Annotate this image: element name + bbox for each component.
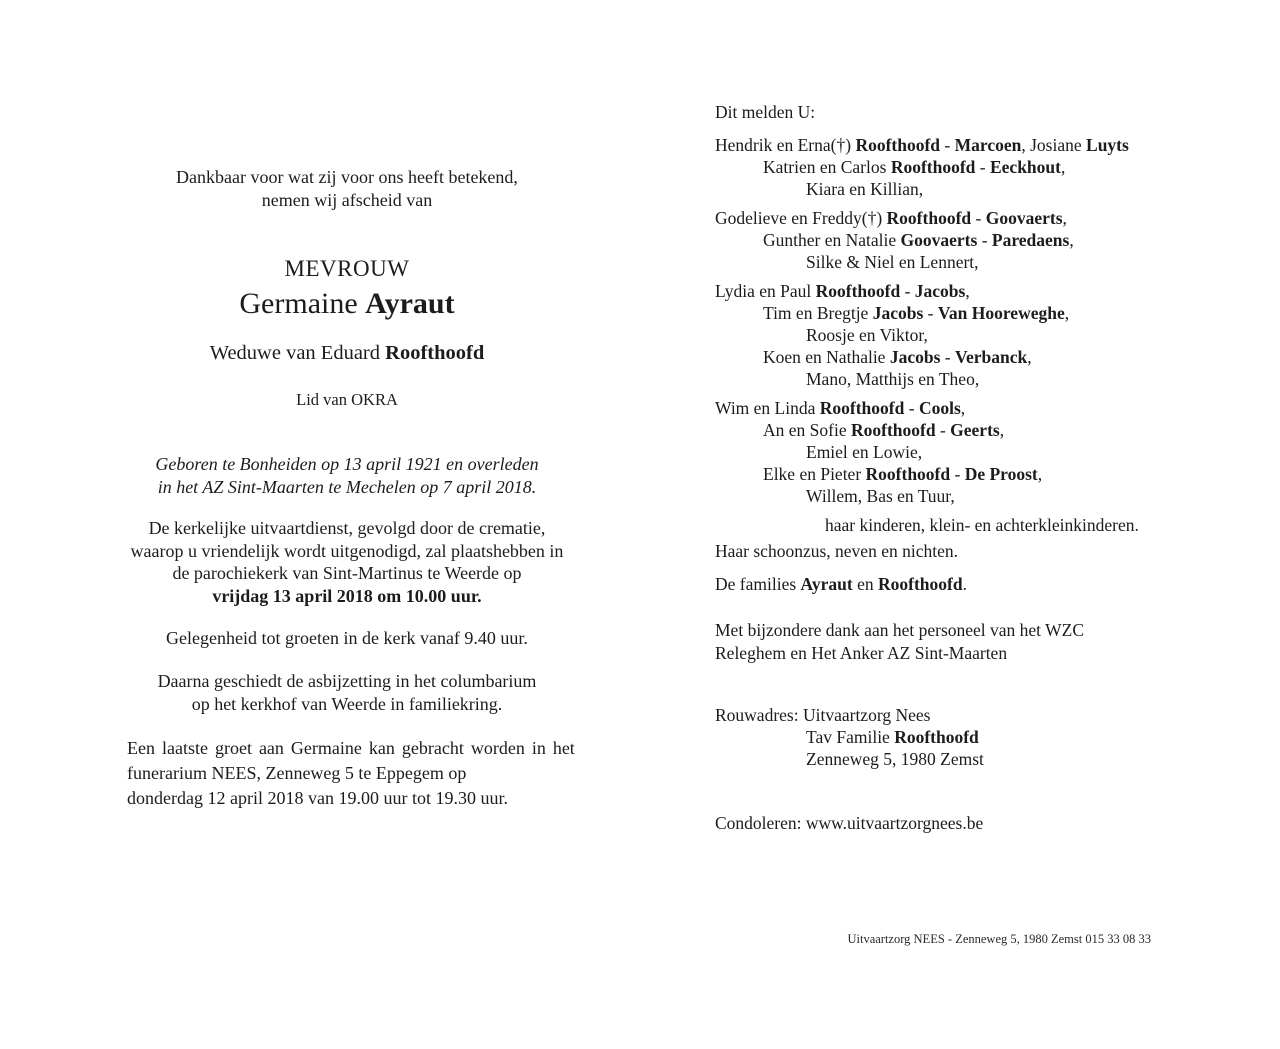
mourning-address-line [715, 704, 984, 726]
surname-bold-text: Ayraut [365, 287, 455, 320]
plain-text: haar kinderen, klein- en achterkleinkinderen. [825, 515, 1139, 535]
family-line [715, 485, 1139, 507]
family-line [715, 514, 1139, 536]
surname-bold-text: Roofthoofd [819, 398, 905, 418]
surname-bold-text: Roofthoofd [385, 342, 485, 364]
plain-text: , [960, 398, 966, 418]
surname-bold-text: Marcoen [954, 135, 1022, 155]
plain-text: Zenneweg 5, 1980 Zemst [806, 749, 984, 769]
family-group [715, 280, 1139, 390]
surname-bold-text: Eeckhout [989, 157, 1061, 177]
family-group [715, 397, 1139, 507]
surname-bold-text: Luyts [1086, 135, 1129, 155]
surname-bold-text: Roofthoofd [815, 281, 901, 301]
plain-text: - [950, 464, 965, 484]
surname-bold-text: Roofthoofd [886, 208, 972, 228]
surname-bold-text: Goovaerts [900, 230, 978, 250]
family-group [715, 134, 1139, 200]
plain-text: , [1062, 208, 1067, 228]
plain-text: - [900, 281, 915, 301]
surname-bold-text: Roofthoofd [855, 135, 941, 155]
family-line [715, 463, 1139, 485]
plain-text: , [1037, 464, 1043, 484]
family-line [715, 134, 1139, 156]
plain-text: Kiara en Killian, [806, 179, 924, 199]
surname-bold-text: Goovaerts [985, 208, 1063, 228]
greeting-line: Gelegenheid tot groeten in de kerk vanaf 9.40 uur. [166, 628, 528, 648]
mourning-address-line [715, 726, 984, 748]
birth-death-line-2: in het AZ Sint-Maarten te Mechelen op 7 april 2018. [157, 476, 537, 497]
plain-text: - [975, 157, 990, 177]
footer-line: Uitvaartzorg NEES - Zenneweg 5, 1980 Zemst 015 33 08 33 [847, 932, 1151, 946]
surname-bold-text: Cools [918, 398, 961, 418]
plain-text: Gunther en Natalie [763, 230, 901, 250]
service-paragraph [127, 517, 567, 607]
plain-text: Elke en Pieter [763, 464, 866, 484]
thanks-paragraph [715, 619, 1084, 665]
family-line [715, 441, 1139, 463]
plain-text: . [962, 574, 967, 594]
thanks-line-1: Met bijzondere dank aan het personeel van het WZC [715, 620, 1084, 640]
surname-bold-text: Jacobs [889, 347, 941, 367]
plain-text: - [935, 420, 951, 440]
intro-line-2: nemen wij afscheid van [261, 189, 433, 210]
plain-text: Hendrik en Erna(†) [715, 135, 856, 155]
condolence-line: Condoleren: www.uitvaartzorgnees.be [715, 813, 984, 833]
surname-bold-text: De Proost [964, 464, 1038, 484]
mourning-address-line [715, 748, 984, 770]
plain-text: Wim en Linda [715, 398, 820, 418]
birth-death-line-1: Geboren te Bonheiden op 13 april 1921 en overleden [155, 454, 539, 474]
family-line [715, 302, 1139, 324]
plain-text: - [923, 303, 938, 323]
family-line [715, 324, 1139, 346]
surname-bold-text: Paredaens [991, 230, 1070, 250]
funerarium-line-1: Een laatste groet aan Germaine kan gebracht worden in het [127, 738, 575, 758]
service-line-2: waarop u vriendelijk wordt uitgenodigd, zal plaatshebben in [130, 540, 564, 561]
surname-bold-text: Jacobs [872, 303, 924, 323]
family-line [715, 419, 1139, 441]
plain-text: - [904, 398, 919, 418]
family-line [715, 280, 1139, 302]
columbarium-paragraph [127, 670, 567, 715]
surname-bold-text: Roofthoofd [894, 727, 979, 747]
widow-line [127, 341, 567, 366]
family-group [715, 514, 1139, 536]
plain-text: - [977, 230, 992, 250]
plain-text: , Josiane [1021, 135, 1087, 155]
membership-line: Lid van OKRA [296, 390, 398, 409]
plain-text: , [1069, 230, 1074, 250]
plain-text: en [852, 574, 878, 594]
plain-text: Godelieve en Freddy(†) [715, 208, 887, 228]
announcement-header: Dit melden U: [715, 102, 816, 122]
plain-text: , [1060, 157, 1066, 177]
relatives-line: Haar schoonzus, neven en nichten. [715, 541, 958, 561]
funerarium-line-2: funerarium NEES, Zenneweg 5 te Eppegem op [127, 763, 467, 783]
plain-text: Mano, Matthijs en Theo, [806, 369, 980, 389]
surname-bold-text: Jacobs [914, 281, 966, 301]
plain-text: Emiel en Lowie, [806, 442, 923, 462]
plain-text: Katrien en Carlos [763, 157, 891, 177]
columbarium-line-1: Daarna geschiedt de asbijzetting in het columbarium [157, 671, 537, 691]
service-line-1: De kerkelijke uitvaartdienst, gevolgd door de crematie, [148, 518, 546, 538]
plain-text: Willem, Bas en Tuur, [806, 486, 955, 506]
service-line-3: de parochiekerk van Sint-Martinus te Weerde op [172, 563, 522, 583]
intro-text [127, 166, 567, 211]
plain-text: , [1027, 347, 1032, 367]
family-line [715, 251, 1139, 273]
surname-bold-text: Roofthoofd [877, 574, 963, 594]
mourning-address [715, 704, 984, 770]
birth-death-note [127, 453, 567, 498]
family-line [715, 229, 1139, 251]
surname-bold-text: Verbanck [954, 347, 1028, 367]
plain-text: - [971, 208, 986, 228]
surname-bold-text: Roofthoofd [850, 420, 936, 440]
plain-text: , [1064, 303, 1070, 323]
family-group [715, 207, 1139, 273]
surname-bold-text: Geerts [950, 420, 1000, 440]
plain-text: Weduwe van Eduard [209, 342, 386, 364]
plain-text: Koen en Nathalie [763, 347, 890, 367]
thanks-line-2: Releghem en Het Anker AZ Sint-Maarten [715, 643, 1008, 663]
surname-bold-text: Van Hooreweghe [937, 303, 1065, 323]
families-line [715, 573, 967, 595]
plain-text: An en Sofie [763, 420, 851, 440]
family-list [715, 134, 1139, 543]
plain-text: - [940, 347, 955, 367]
columbarium-line-2: op het kerkhof van Weerde in familiekring. [191, 693, 503, 714]
plain-text: Silke & Niel en Lennert, [806, 252, 979, 272]
plain-text: Tim en Bregtje [763, 303, 873, 323]
funerarium-paragraph [127, 736, 575, 811]
family-line [715, 207, 1139, 229]
plain-text: Germaine [239, 287, 366, 320]
funerarium-line-3: donderdag 12 april 2018 van 19.00 uur tot 19.30 uur. [127, 788, 508, 808]
plain-text: Tav Familie [806, 727, 895, 747]
deceased-name [127, 286, 567, 322]
intro-line-1: Dankbaar voor wat zij voor ons heeft betekend, [176, 167, 518, 187]
surname-bold-text: Ayraut [800, 574, 853, 594]
family-line [715, 346, 1139, 368]
plain-text: Rouwadres: Uitvaartzorg Nees [715, 705, 931, 725]
honorific-title: MEVROUW [284, 256, 410, 281]
plain-text: Roosje en Viktor, [806, 325, 928, 345]
plain-text: - [940, 135, 955, 155]
family-line [715, 178, 1139, 200]
service-date-line: vrijdag 13 april 2018 om 10.00 uur. [212, 585, 482, 606]
surname-bold-text: Roofthoofd [890, 157, 976, 177]
plain-text: De families [715, 574, 801, 594]
family-line [715, 397, 1139, 419]
plain-text: Lydia en Paul [715, 281, 816, 301]
family-line [715, 368, 1139, 390]
surname-bold-text: Roofthoofd [865, 464, 951, 484]
plain-text: , [999, 420, 1005, 440]
plain-text: , [965, 281, 970, 301]
family-line [715, 156, 1139, 178]
